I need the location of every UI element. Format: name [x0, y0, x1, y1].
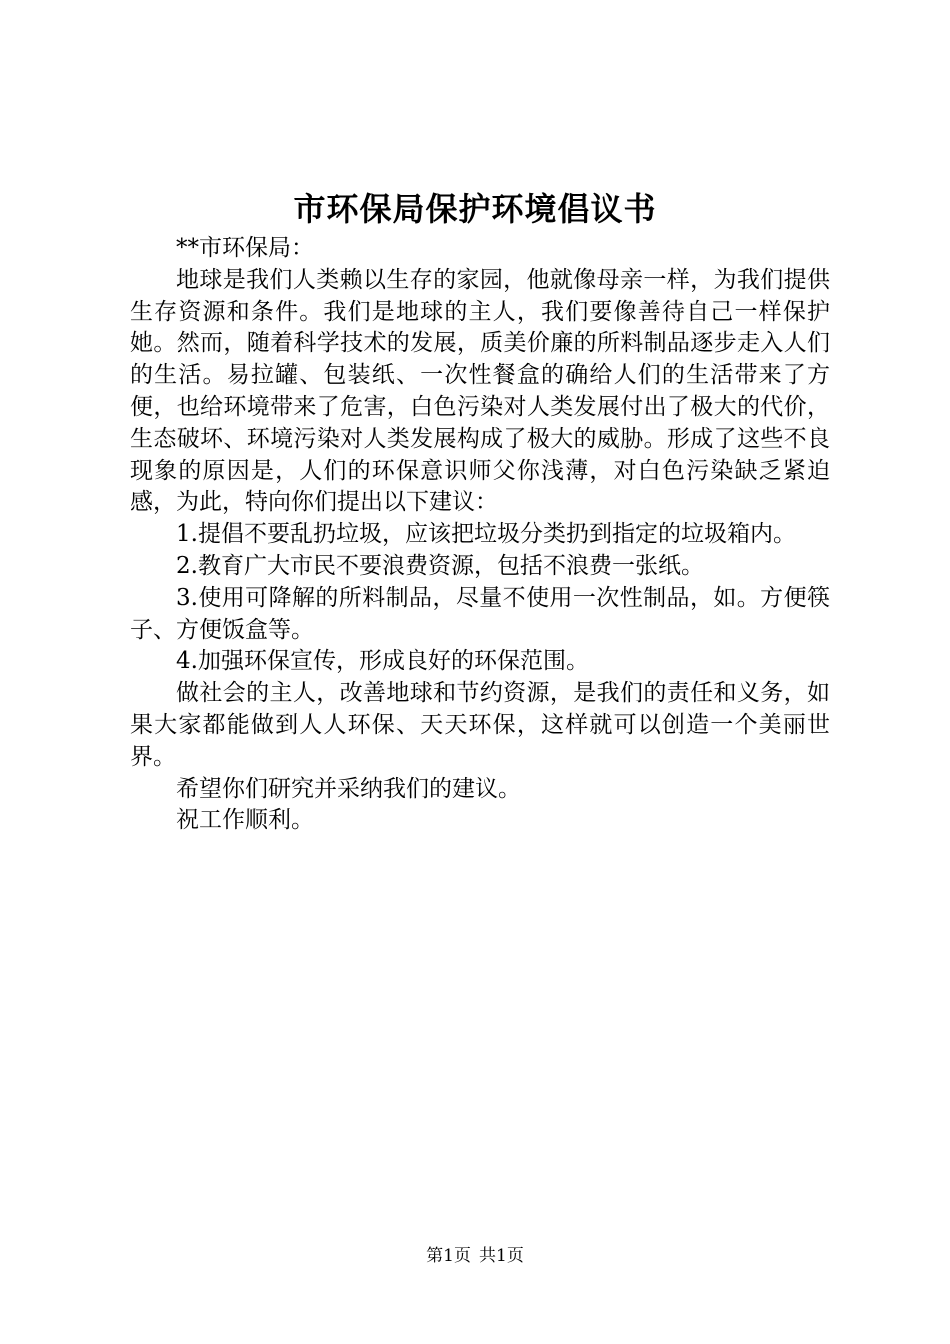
paragraph-suggestion-3: 3.使用可降解的所料制品，尽量不使用一次性制品，如。方便筷子、方便饭盒等。 [130, 584, 830, 643]
page-number: 第1页 [426, 1246, 471, 1266]
paragraph-intro: 地球是我们人类赖以生存的家园，他就像母亲一样，为我们提供生存资源和条件。我们是地球的主人，我们要像善待自己一样保护她。然而，随着科学技术的发展，质美价廉的所料制品逐步走入人们的生活。易拉罐、包装纸、一次性餐盒的确给人们的生活带来了方便，也给环境带来了危害，白色污染对人类发展付出了极大的代价，生态破坏、环境污染对人类发展构成了极大的威胁。形成了这些不良现象的原因是，人们的环保意识师父你浅薄，对白色污染缺乏紧迫感，为此，特向你们提出以下建议： [130, 266, 830, 516]
paragraph-suggestion-4: 4.加强环保宣传，形成良好的环保范围。 [176, 648, 589, 675]
page-total: 共1页 [479, 1246, 524, 1266]
paragraph-closing: 祝工作顺利。 [176, 807, 314, 834]
salutation: **市环保局： [176, 235, 314, 261]
document-body [130, 233, 830, 837]
paragraph-suggestion-2: 2.教育广大市民不要浪费资源，包括不浪费一张纸。 [176, 552, 704, 579]
paragraph-suggestion-1: 1.提倡不要乱扔垃圾，应该把垃圾分类扔到指定的垃圾箱内。 [176, 521, 796, 548]
paragraph-hope: 希望你们研究并采纳我们的建议。 [176, 775, 521, 802]
page-footer [0, 1246, 950, 1266]
document-title: 市环保局保护环境倡议书 [293, 190, 657, 228]
paragraph-conclusion: 做社会的主人，改善地球和节约资源，是我们的责任和义务，如果大家都能做到人人环保、天天环保，这样就可以创造一个美丽世界。 [130, 680, 830, 770]
